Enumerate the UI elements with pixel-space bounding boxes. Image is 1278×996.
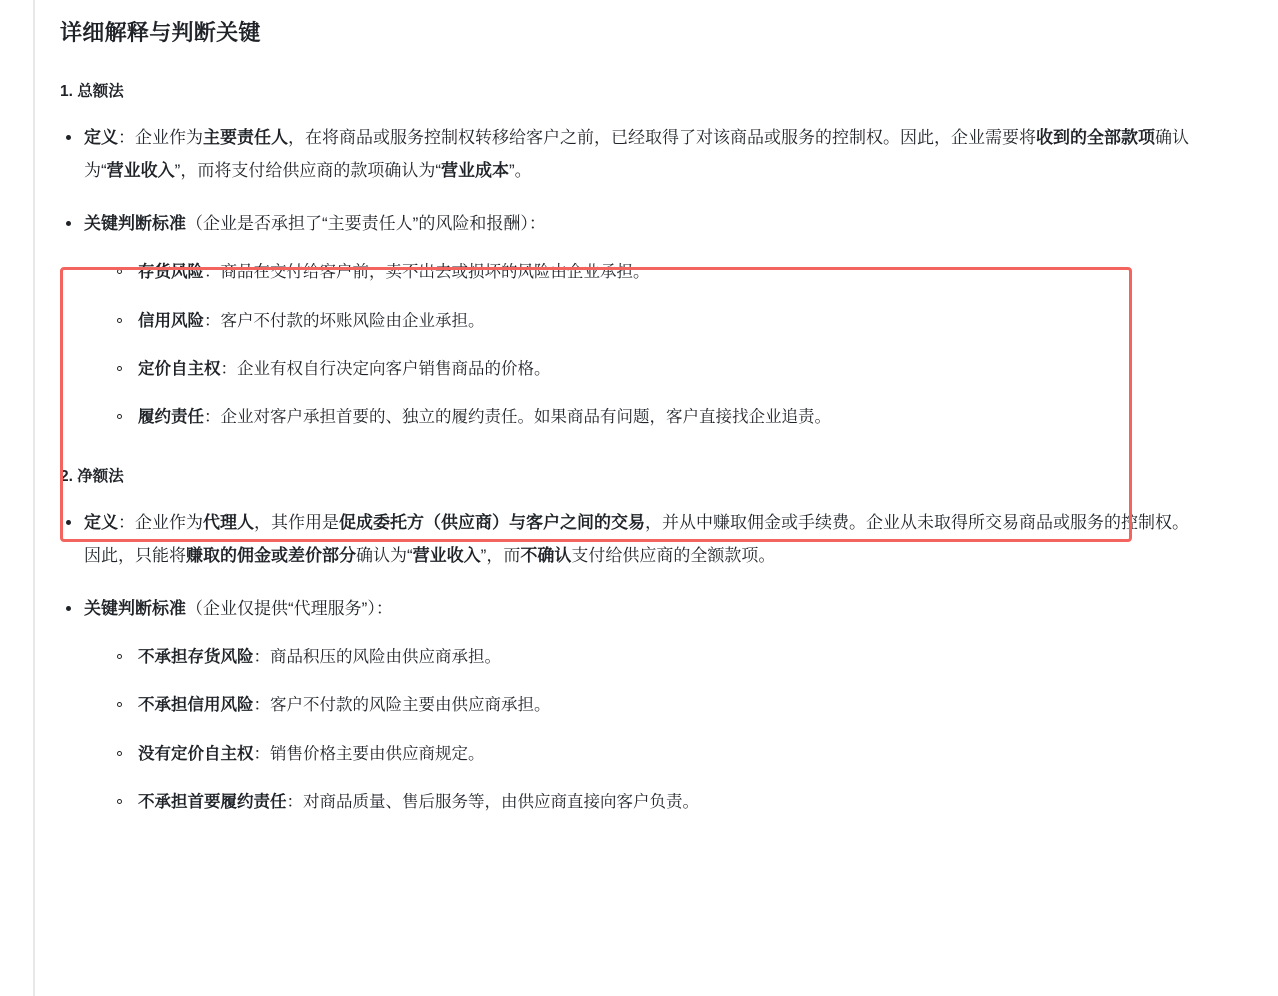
section-heading-2: 2. 净额法 bbox=[60, 467, 124, 485]
list-item bbox=[112, 642, 1200, 673]
item-separator: ： bbox=[118, 512, 135, 532]
sub-item-separator: ： bbox=[253, 648, 270, 667]
sub-item-text: 客户不付款的风险主要由供应商承担。 bbox=[270, 696, 551, 715]
sub-item-separator: ： bbox=[286, 793, 303, 812]
criteria-list-gross bbox=[112, 257, 1200, 433]
sub-item-label: 存货风险 bbox=[138, 263, 204, 282]
sub-item-separator: ： bbox=[204, 263, 221, 282]
item-separator: ： bbox=[118, 127, 135, 147]
list-item bbox=[112, 306, 1200, 337]
item-label: 定义 bbox=[84, 512, 118, 532]
sub-item-separator: ： bbox=[220, 359, 237, 378]
list-item bbox=[112, 739, 1200, 770]
list-item bbox=[60, 207, 1200, 434]
sub-item-label: 不承担信用风险 bbox=[138, 696, 254, 715]
sub-item-separator: ： bbox=[204, 311, 221, 330]
sub-item-text: 企业对客户承担首要的、独立的履约责任。如果商品有问题，客户直接找企业追责。 bbox=[220, 408, 831, 427]
sub-list-wrapper bbox=[112, 642, 1200, 818]
sub-item-label: 没有定价自主权 bbox=[138, 744, 254, 763]
sub-item-text: 商品在交付给客户前，卖不出去或损坏的风险由企业承担。 bbox=[220, 263, 650, 282]
scroll-corner bbox=[1264, 982, 1278, 996]
item-text: （企业仅提供“代理服务”）： bbox=[186, 598, 393, 618]
list-item bbox=[112, 257, 1200, 288]
sub-item-label: 不承担存货风险 bbox=[138, 648, 254, 667]
item-label: 关键判断标准 bbox=[84, 598, 186, 618]
list-item bbox=[60, 506, 1200, 572]
sub-item-text: 商品积压的风险由供应商承担。 bbox=[270, 648, 501, 667]
list-item bbox=[112, 402, 1200, 433]
sub-item-separator: ： bbox=[253, 744, 270, 763]
sub-item-label: 定价自主权 bbox=[138, 359, 221, 378]
sub-item-text: 企业有权自行决定向客户销售商品的价格。 bbox=[237, 359, 551, 378]
left-margin-rule bbox=[33, 0, 35, 996]
sub-list-wrapper bbox=[112, 257, 1200, 433]
item-text: （企业是否承担了“主要责任人”的风险和报酬）： bbox=[186, 214, 546, 234]
list-item bbox=[60, 121, 1200, 187]
sub-item-text: 销售价格主要由供应商规定。 bbox=[270, 744, 485, 763]
sub-item-label: 不承担首要履约责任 bbox=[138, 793, 287, 812]
item-label: 关键判断标准 bbox=[84, 214, 186, 234]
section-2-list bbox=[60, 506, 1200, 819]
section-1-list bbox=[60, 121, 1200, 434]
document-content bbox=[60, 0, 1200, 818]
sub-item-separator: ： bbox=[253, 696, 270, 715]
sub-item-separator: ： bbox=[204, 408, 221, 427]
criteria-list-net bbox=[112, 642, 1200, 818]
list-item bbox=[112, 354, 1200, 385]
item-text: 企业作为主要责任人，在将商品或服务控制权转移给客户之前，已经取得了对该商品或服务的控制权。因此，企业需要将收到的全部款项确认为“营业收入”，而将支付给供应商的款项确认为“营业成本”。 bbox=[84, 127, 1189, 180]
sub-item-label: 履约责任 bbox=[138, 408, 204, 427]
page-title: 详细解释与判断关键 bbox=[60, 20, 261, 45]
sub-item-text: 对商品质量、售后服务等，由供应商直接向客户负责。 bbox=[303, 793, 699, 812]
list-item bbox=[60, 592, 1200, 819]
list-item bbox=[112, 787, 1200, 818]
list-item bbox=[112, 690, 1200, 721]
item-label: 定义 bbox=[84, 127, 118, 147]
item-text: 企业作为代理人，其作用是促成委托方（供应商）与客户之间的交易，并从中赚取佣金或手续费。企业从未取得所交易商品或服务的控制权。因此，只能将赚取的佣金或差价部分确认为“营业收入”，而不确认支付给供应商的全额款项。 bbox=[84, 512, 1189, 565]
sub-item-label: 信用风险 bbox=[138, 311, 204, 330]
sub-item-text: 客户不付款的坏账风险由企业承担。 bbox=[220, 311, 485, 330]
section-heading-1: 1. 总额法 bbox=[60, 82, 124, 100]
